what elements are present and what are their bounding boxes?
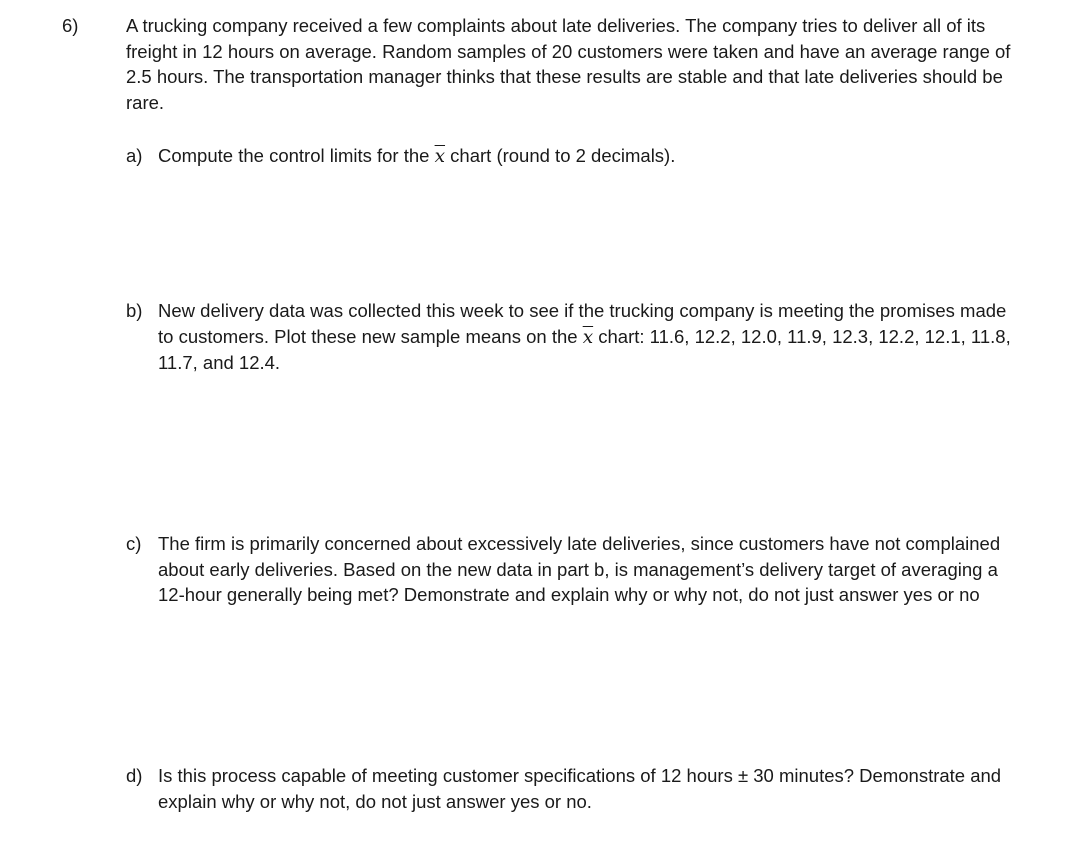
part-c-label: c) [126,533,142,554]
xbar-symbol: $\overline{x}$ [582,326,594,348]
question-number: 6) [62,15,79,36]
part-b-text-after: chart: 11.6, 12.2, 12.0, 11.9, 12.3, 12.2, 12.1, 11.8, 11.7, and 12.4. [158,325,1011,373]
part-c [126,531,1026,608]
part-a [126,143,1026,170]
part-b-label: b) [126,300,143,321]
part-a-text-after: chart (round to 2 decimals). [445,145,676,166]
part-d-label: d) [126,765,143,786]
part-c-text: The firm is primarily concerned about excessively late deliveries, since customers have not complained about early deliveries. Based on the new data in part b, is management’s delivery target of averaging a 12-hour generally being met? Demonstrate and explain why or why not, do not just answer yes or no [158,533,1001,605]
part-a-text [158,143,1018,170]
part-a-label: a) [126,145,143,166]
part-b-text [158,298,1018,376]
part-a-text-before: Compute the control limits for the [158,145,435,166]
part-d [126,763,1026,814]
part-b [126,298,1026,376]
part-b-text-before: New delivery data was collected this week to see if the trucking company is meeting the promises made to customers. Plot these new sample means on the [158,300,1007,347]
part-d-text: Is this process capable of meeting customer specifications of 12 hours ± 30 minutes? Demonstrate and explain why or why not, do not just answer yes or no. [158,765,1002,812]
question-intro: A trucking company received a few complaints about late deliveries. The company tries to deliver all of its freight in 12 hours on average. Random samples of 20 customers were taken and have an average range of 2.5 hours. The transportation manager thinks that these results are stable and that late deliveries should be rare. [126,15,1011,113]
xbar-symbol: $\overline{x}$ [434,146,446,167]
